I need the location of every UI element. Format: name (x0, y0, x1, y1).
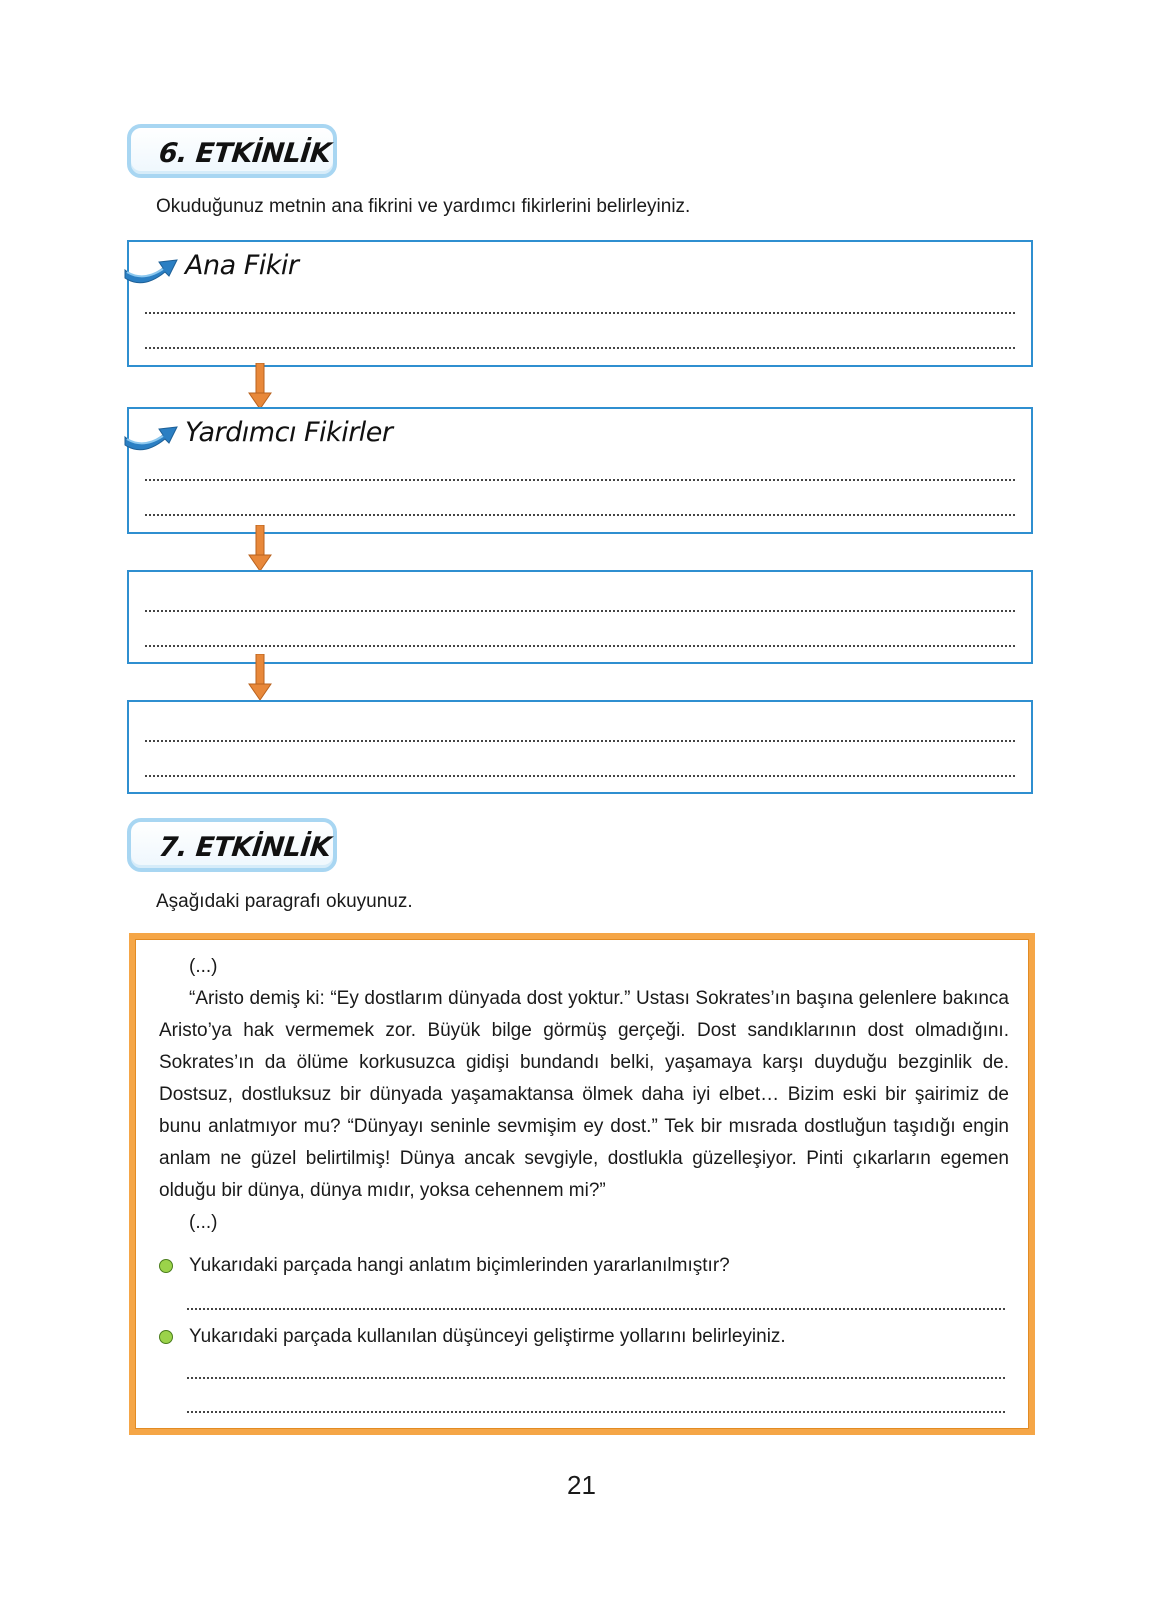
answer-line[interactable] (187, 1411, 1005, 1413)
supporting-ideas-box (127, 407, 1033, 534)
question-text: Yukarıdaki parçada hangi anlatım biçimlerinden yararlanılmıştır? (189, 1255, 730, 1276)
ellipsis-close: (...) (189, 1212, 218, 1233)
answer-line[interactable] (187, 1377, 1005, 1379)
answer-line[interactable] (145, 347, 1015, 349)
answer-line[interactable] (145, 740, 1015, 742)
bullet-icon (159, 1330, 173, 1344)
supporting-idea-box (127, 700, 1033, 794)
activity-7-instruction: Aşağıdaki paragrafı okuyunuz. (156, 891, 413, 912)
activity-7-title: 7. ETKİNLİK (157, 832, 333, 863)
question-text: Yukarıdaki parçada kullanılan düşünceyi geliştirme yollarını belirleyiniz. (189, 1326, 786, 1347)
answer-line[interactable] (187, 1308, 1005, 1310)
activity-6-instruction: Okuduğunuz metnin ana fikrini ve yardımcı fikirlerini belirleyiniz. (156, 196, 691, 217)
answer-line[interactable] (145, 514, 1015, 516)
main-idea-label: Ana Fikir (185, 250, 299, 281)
page-number: 21 (567, 1470, 596, 1500)
paragraph-box (129, 933, 1035, 1435)
answer-line[interactable] (145, 610, 1015, 612)
quoted-paragraph: “Aristo demiş ki: “Ey dostlarım dünyada dost yoktur.” Ustası Sokrates’ın başına gelenlere bakınca Aristo’ya hak vermemek zor. Büyük bilge görmüş gerçeği. Dost sandıklarının dost olmadığını. Sokrates’ın da ölüme korkusuzca gidişi bundandı belki, yaşamaya karşı duyduğu bezginlik de. Dostsuz, dostluksuz bir dünyada yaşamaktansa ölmek daha iyi elbet… Bizim eski bir şairimiz de bunu anlatmıyor mu? “Dünyayı seninle sevmişim ey dost.” Tek bir mısrada dostluğun taşıdığı engin anlam ne güzel belirtilmiş! Dünya ancak sevgiyle, dostlukla güzelleşiyor. Pinti çıkarların egemen olduğu bir dünya, dünya mıdır, yoksa cehennem mi?” (159, 988, 1009, 1201)
activity-7-badge (127, 818, 337, 872)
down-arrow-icon (248, 525, 272, 573)
supporting-ideas-label: Yardımcı Fikirler (185, 417, 393, 448)
curved-arrow-icon (123, 419, 179, 453)
answer-line[interactable] (145, 479, 1015, 481)
answer-line[interactable] (145, 645, 1015, 647)
supporting-idea-box (127, 570, 1033, 664)
answer-line[interactable] (145, 775, 1015, 777)
answer-line[interactable] (145, 312, 1015, 314)
activity-6-badge (127, 124, 337, 178)
main-idea-box (127, 240, 1033, 367)
curved-arrow-icon (123, 252, 179, 286)
activity-6-title: 6. ETKİNLİK (157, 138, 333, 169)
down-arrow-icon (248, 363, 272, 411)
bullet-icon (159, 1259, 173, 1273)
down-arrow-icon (248, 654, 272, 702)
paragraph-text (159, 951, 1009, 1239)
ellipsis-open: (...) (189, 956, 218, 977)
